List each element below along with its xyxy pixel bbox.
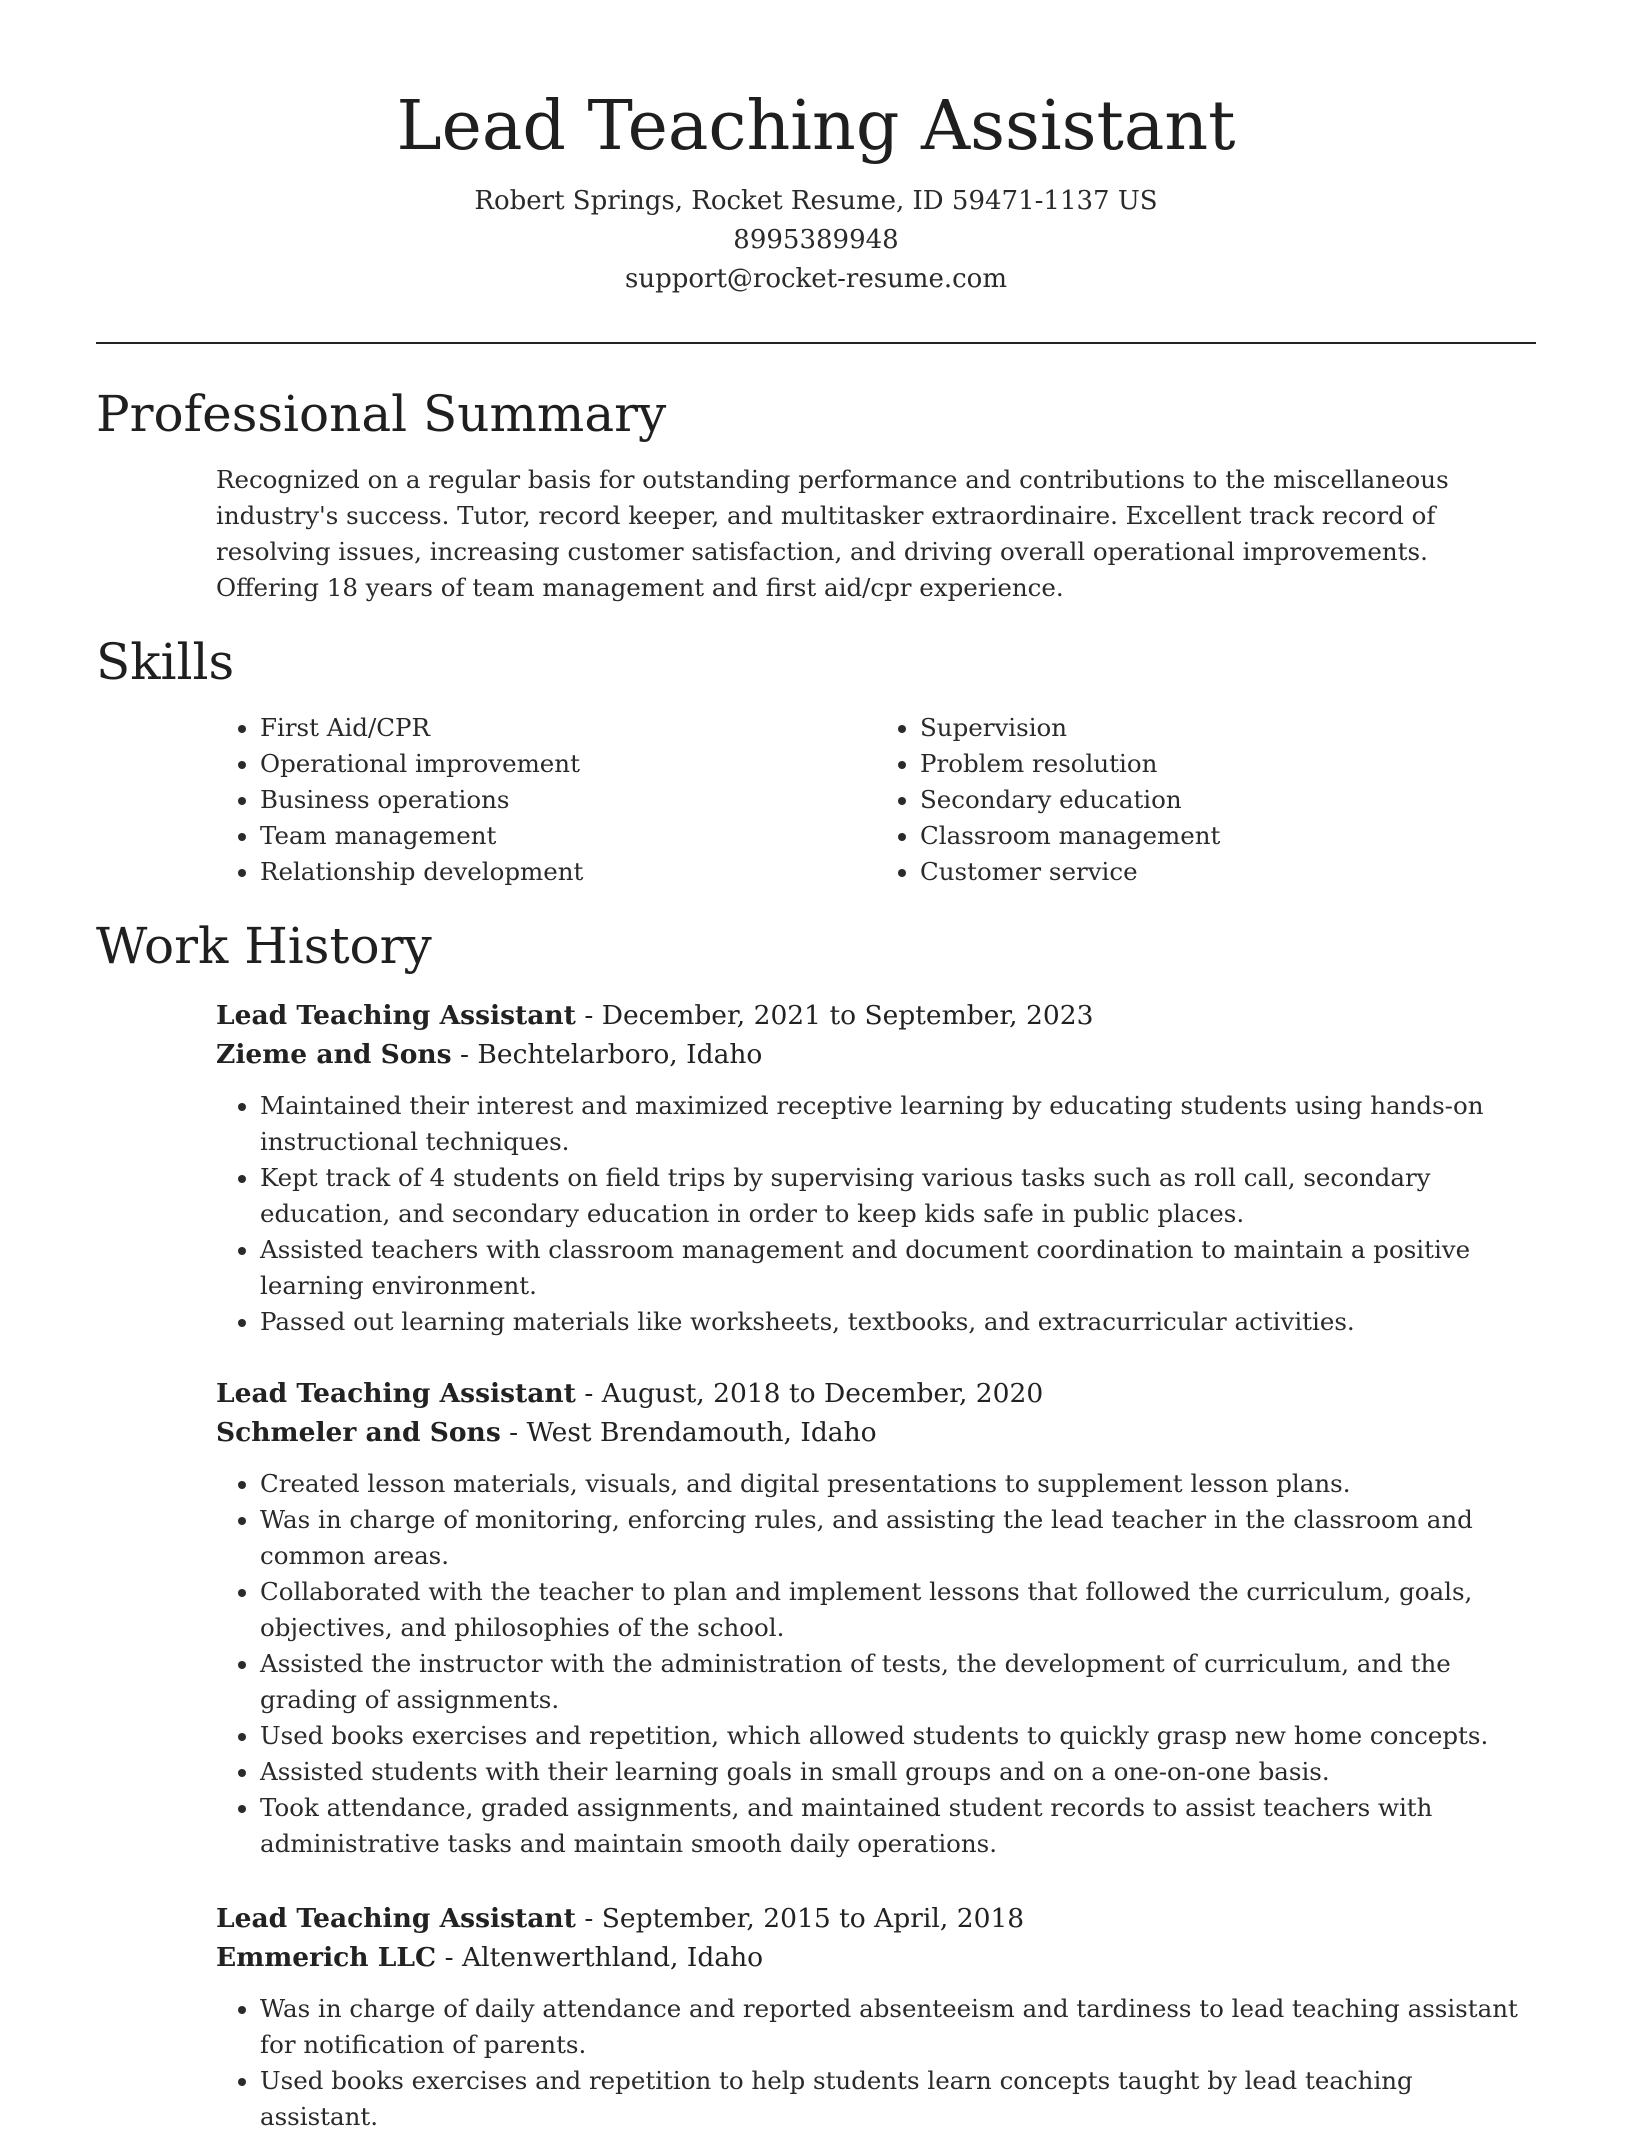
job-location: West Brendamouth, Idaho: [526, 1417, 877, 1448]
job-bullet: • Was in charge of daily attendance and reported absenteeism and tardiness to lead teaching assistant for notification of parents.: [260, 1991, 1536, 2063]
job-bullet: • Passed out learning materials like worksheets, textbooks, and extracurricular activities.: [260, 1304, 1536, 1340]
job-bullet: • Was in charge of monitoring, enforcing rules, and assisting the lead teacher in the classroom and common areas.: [260, 1502, 1536, 1574]
job-bullet: • Collaborated with the teacher to plan and implement lessons that followed the curriculum, goals, objectives, and philosophies of the school.: [260, 1574, 1536, 1646]
skills-column-left: [216, 710, 876, 890]
job-bullet: • Assisted students with their learning goals in small groups and on a one-on-one basis.: [260, 1754, 1536, 1790]
job-title-line: [216, 1374, 1536, 1413]
job-entry: [216, 1374, 1536, 1862]
summary-text: Recognized on a regular basis for outstanding performance and contributions to the miscellaneous industry's success. Tutor, record keeper, and multitasker extraordinaire. Excellent track record of resolving issues, increasing customer satisfaction, and driving overall operational improvements. Offering 18 years of team management and first aid/cpr experience.: [216, 465, 1449, 602]
summary-heading: Professional Summary: [96, 385, 667, 443]
job-dates: December, 2021 to September, 2023: [601, 1000, 1094, 1031]
job-company-line: [216, 1413, 1536, 1452]
job-dates: August, 2018 to December, 2020: [601, 1378, 1044, 1409]
skill-item: • Customer service: [920, 854, 1536, 890]
resume-name: Lead Teaching Assistant: [396, 87, 1236, 166]
job-company: Emmerich LLC: [216, 1942, 437, 1973]
job-company: Zieme and Sons: [216, 1039, 452, 1070]
job-bullet: • Assisted the instructor with the administration of tests, the development of curriculum, and the grading of assignments.: [260, 1646, 1536, 1718]
job-bullets: [216, 1466, 1536, 1862]
job-location: Bechtelarboro, Idaho: [477, 1039, 763, 1070]
job-bullet: • Kept track of 4 students on field trips by supervising various tasks such as roll call, secondary education, and secondary education in order to keep kids safe in public places.: [260, 1160, 1536, 1232]
job-bullet: • Created lesson materials, visuals, and digital presentations to supplement lesson plans.: [260, 1466, 1536, 1502]
resume-header: [0, 0, 1632, 299]
job-separator: -: [451, 1039, 478, 1070]
job-title-line: [216, 996, 1536, 1035]
skill-item: • Problem resolution: [920, 746, 1536, 782]
contact-block: [0, 182, 1632, 299]
skill-item: • First Aid/CPR: [260, 710, 876, 746]
skill-item: • Team management: [260, 818, 876, 854]
job-dates: September, 2015 to April, 2018: [601, 1903, 1025, 1934]
job-location: Altenwerthland, Idaho: [461, 1942, 764, 1973]
contact-address: Robert Springs, Rocket Resume, ID 59471-1137 US: [474, 186, 1158, 216]
job-entry: [216, 1899, 1536, 2135]
job-separator: -: [500, 1417, 527, 1448]
header-divider: [96, 342, 1536, 344]
skills-heading: Skills: [96, 633, 235, 691]
skill-item: • Secondary education: [920, 782, 1536, 818]
job-separator: -: [575, 1378, 602, 1409]
job-bullet: • Took attendance, graded assignments, and maintained student records to assist teachers with administrative tasks and maintain smooth daily operations.: [260, 1790, 1536, 1862]
job-separator: -: [575, 1903, 602, 1934]
job-separator: -: [575, 1000, 602, 1031]
job-bullet: • Assisted teachers with classroom management and document coordination to maintain a positive learning environment.: [260, 1232, 1536, 1304]
skill-item: • Supervision: [920, 710, 1536, 746]
contact-phone: 8995389948: [733, 225, 899, 255]
job-title: Lead Teaching Assistant: [216, 1000, 576, 1031]
job-bullet: • Maintained their interest and maximized receptive learning by educating students using hands-on instructional techniques.: [260, 1088, 1536, 1160]
skills-list: [216, 710, 1536, 890]
job-title: Lead Teaching Assistant: [216, 1378, 576, 1409]
contact-email: support@rocket-resume.com: [624, 264, 1007, 294]
job-company-line: [216, 1938, 1536, 1977]
job-company-line: [216, 1035, 1536, 1074]
skill-item: • Operational improvement: [260, 746, 876, 782]
job-bullet: • Used books exercises and repetition, which allowed students to quickly grasp new home concepts.: [260, 1718, 1536, 1754]
job-entry: [216, 996, 1536, 1340]
job-bullets: [216, 1088, 1536, 1340]
job-bullets: [216, 1991, 1536, 2135]
job-title: Lead Teaching Assistant: [216, 1903, 576, 1934]
skill-item: • Business operations: [260, 782, 876, 818]
job-separator: -: [436, 1942, 462, 1973]
work-history-heading: Work History: [96, 917, 432, 975]
skills-column-right: [876, 710, 1536, 890]
job-company: Schmeler and Sons: [216, 1417, 501, 1448]
job-bullet: • Used books exercises and repetition to help students learn concepts taught by lead teaching assistant.: [260, 2063, 1536, 2135]
skill-item: • Relationship development: [260, 854, 876, 890]
job-title-line: [216, 1899, 1536, 1938]
skill-item: • Classroom management: [920, 818, 1536, 854]
